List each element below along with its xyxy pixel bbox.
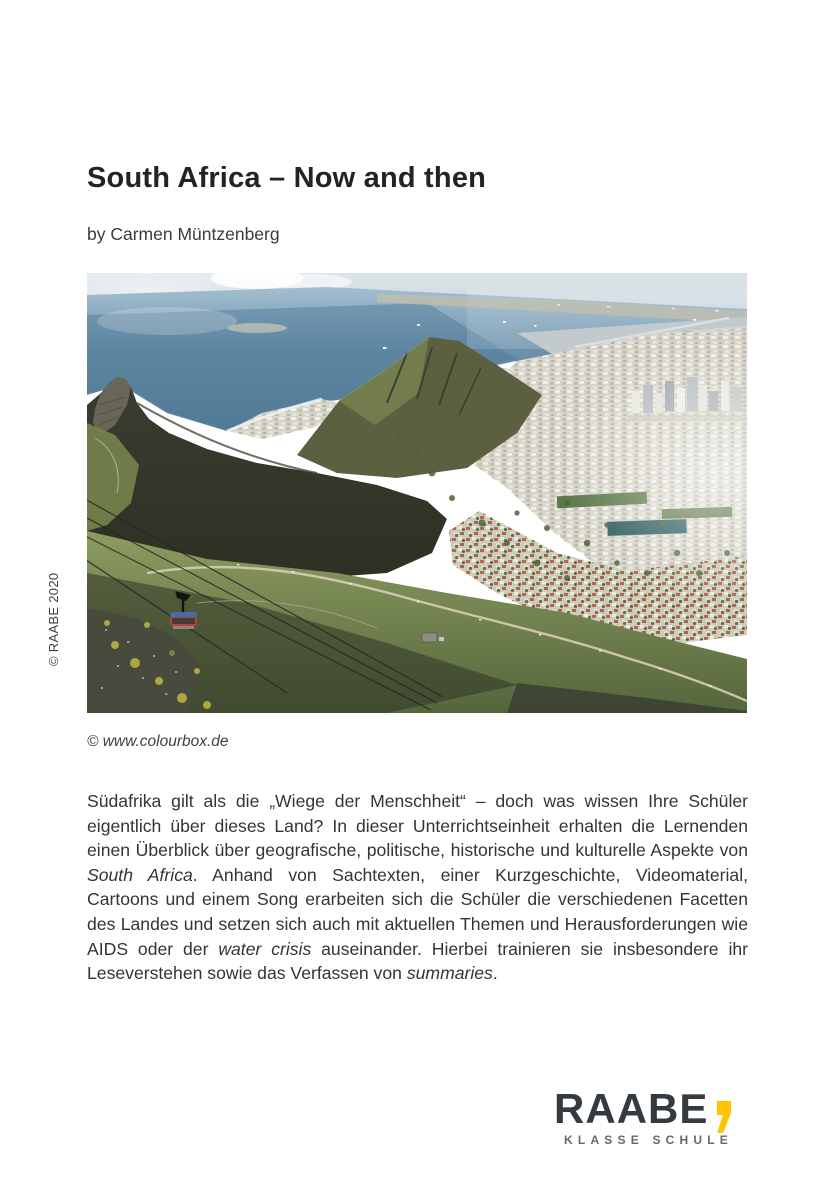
intro-segment: auseinander. Hierbei trainieren sie insbesondere ihr Leseverstehen sowie das Verfassen von: [87, 938, 749, 984]
side-copyright-text: © RAABE 2020: [46, 572, 61, 666]
intro-segment: .: [492, 963, 498, 984]
intro-segment-italic: summaries: [406, 963, 493, 984]
intro-segment: Südafrika gilt als die „Wiege der Menschheit“ – doch was wissen Ihre Schüler eigentlich über dieses Land? In dieser Unterrichtseinheit erhalten die Lernenden einen Überblick über geografische, politische, historische und kulturelle Aspekte von: [87, 791, 748, 861]
raabe-logo-wordmark: RAABE: [554, 1085, 709, 1132]
intro-paragraph: [87, 789, 748, 986]
raabe-logo: [554, 1085, 733, 1147]
cape-town-aerial-photo: [87, 273, 747, 713]
raabe-logo-tagline: KLASSE SCHULE: [564, 1133, 733, 1147]
robben-island: [227, 323, 287, 333]
raabe-logo-comma-icon: [715, 1101, 732, 1139]
intro-segment-italic: South Africa: [87, 864, 193, 885]
intro-segment: . Anhand von Sachtexten, einer Kurzgeschichte, Videomaterial, Cartoons und einem Song erarbeiten sich die Schüler die verschiedenen Facetten des Landes und setzen sich auch mit aktuellen Themen und Herausforderungen wie AIDS oder der: [87, 864, 748, 959]
photo-credit: © www.colourbox.de: [87, 733, 229, 750]
author-byline: by Carmen Müntzenberg: [87, 224, 280, 244]
intro-segment-italic: water crisis: [218, 938, 312, 959]
page-title: South Africa – Now and then: [87, 162, 487, 194]
